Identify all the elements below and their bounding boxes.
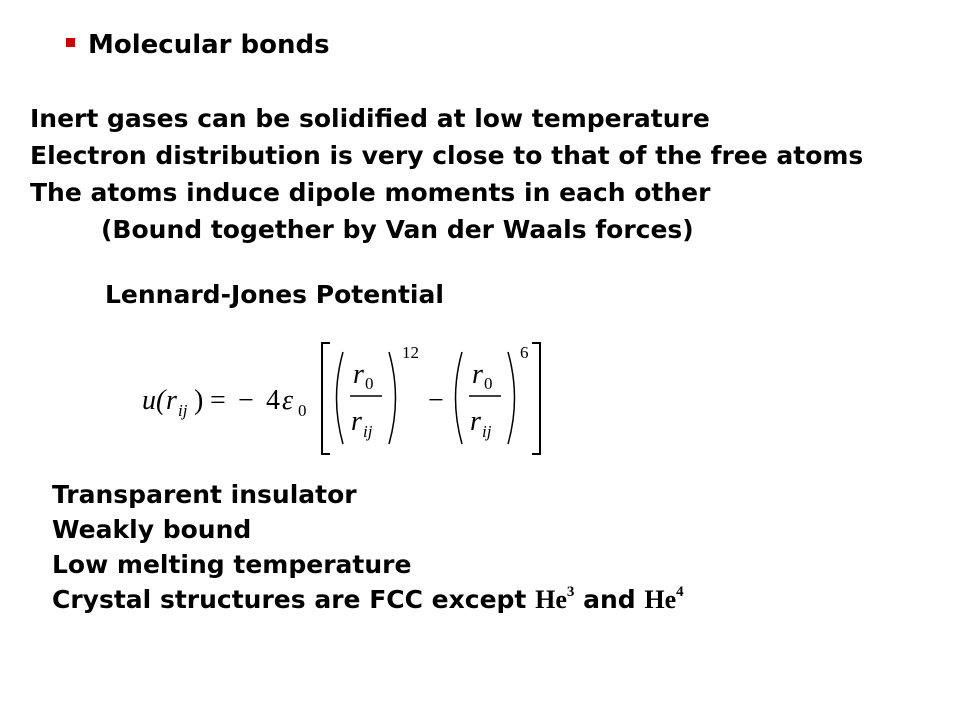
paren-right-2 xyxy=(508,352,515,444)
paren-left-1 xyxy=(337,352,344,444)
frac2-den-sub: ij xyxy=(482,422,492,441)
property-line-1: Transparent insulator xyxy=(52,480,357,509)
formula-r: r xyxy=(166,385,177,416)
frac2-den-r: r xyxy=(470,406,481,437)
body-line-1: Inert gases can be solidified at low temperature xyxy=(30,104,710,133)
helium-4 xyxy=(644,585,683,614)
crystal-prefix: Crystal structures are FCC except xyxy=(52,585,527,614)
body-line-4: (Bound together by Van der Waals forces) xyxy=(101,215,694,244)
frac1-den-r: r xyxy=(351,406,362,437)
helium-3 xyxy=(535,585,574,614)
left-bracket xyxy=(322,343,330,454)
frac2-num-r: r xyxy=(472,359,483,390)
frac2-num-sub: 0 xyxy=(484,374,493,393)
heading xyxy=(66,30,330,60)
helium-4-symbol: He xyxy=(644,585,677,614)
bullet-square-icon xyxy=(66,38,75,47)
helium-3-mass: 3 xyxy=(566,584,575,601)
formula-epsilon: ε xyxy=(282,385,294,416)
formula-minus-2: − xyxy=(428,385,444,416)
paren-left-2 xyxy=(456,352,463,444)
body-line-2: Electron distribution is very close to that of the free atoms xyxy=(30,141,864,170)
property-line-2: Weakly bound xyxy=(52,515,252,544)
formula-minus-1: − xyxy=(238,385,254,416)
frac1-num-sub: 0 xyxy=(365,374,374,393)
crystal-and: and xyxy=(583,585,636,614)
formula-equals: = xyxy=(210,385,226,416)
body-line-3: The atoms induce dipole moments in each other xyxy=(30,178,711,207)
heading-text: Molecular bonds xyxy=(88,30,330,60)
formula-close-paren: ) xyxy=(194,385,204,416)
property-line-3: Low melting temperature xyxy=(52,550,412,579)
lennard-jones-formula xyxy=(140,338,560,462)
frac1-den-sub: ij xyxy=(363,422,373,441)
paren-right-1 xyxy=(389,352,396,444)
helium-4-mass: 4 xyxy=(676,584,684,601)
exp-6: 6 xyxy=(520,343,529,362)
helium-3-symbol: He xyxy=(535,585,567,614)
formula-ij: ij xyxy=(178,401,188,420)
formula-u: u( xyxy=(142,385,166,416)
exp-12: 12 xyxy=(402,343,419,362)
potential-title: Lennard-Jones Potential xyxy=(105,280,444,309)
crystal-structure-line xyxy=(52,585,684,615)
formula-epsilon-sub: 0 xyxy=(298,401,307,420)
formula-four: 4 xyxy=(266,385,280,416)
right-bracket xyxy=(532,343,540,454)
frac1-num-r: r xyxy=(353,359,364,390)
